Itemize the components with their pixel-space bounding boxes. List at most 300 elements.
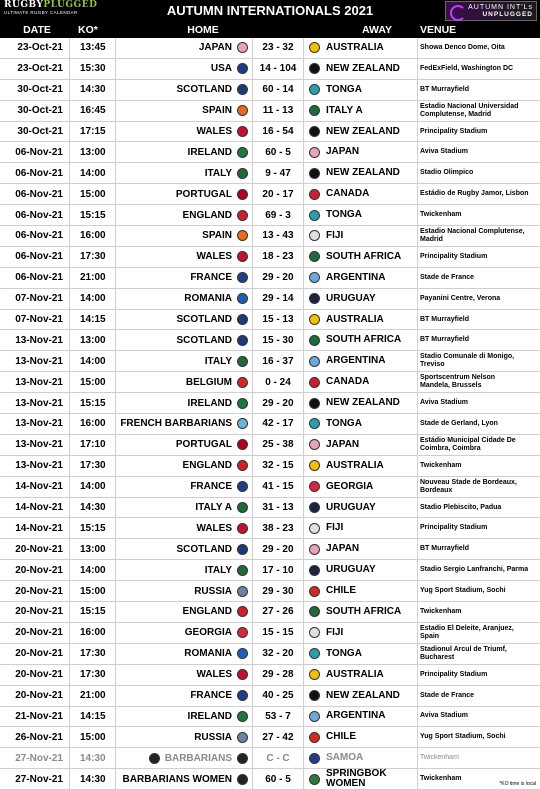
away-crest-icon (309, 105, 320, 116)
match-score: 20 - 17 (252, 184, 304, 204)
home-crest-icon (237, 502, 248, 513)
home-team-crest (233, 623, 251, 643)
away-team: GEORGIA (326, 477, 418, 497)
home-team (116, 372, 232, 392)
home-team (116, 393, 232, 413)
match-venue: Principality Stadium (420, 524, 488, 532)
match-kickoff: 16:00 (70, 414, 116, 434)
home-team-name: ITALY (204, 355, 232, 367)
away-team-crest (305, 727, 323, 747)
table-row (0, 247, 540, 268)
home-team (116, 205, 232, 225)
home-crest-icon (237, 586, 248, 597)
match-score: 38 - 23 (252, 518, 304, 538)
away-team: CANADA (326, 372, 418, 392)
match-kickoff: 14:30 (70, 769, 116, 789)
match-venue: Principality Stadium (420, 127, 488, 135)
away-crest-icon (309, 126, 320, 137)
home-team (116, 310, 232, 330)
away-team: CANADA (326, 184, 418, 204)
home-crest-icon (237, 398, 248, 409)
home-team-crest (233, 477, 251, 497)
away-crest-icon (309, 398, 320, 409)
away-crest-icon (309, 418, 320, 429)
home-crest-icon (237, 690, 248, 701)
away-team: AUSTRALIA (326, 665, 418, 685)
match-kickoff: 13:45 (70, 38, 116, 58)
away-team-crest (305, 38, 323, 58)
home-crest-icon (237, 210, 248, 221)
swirl-icon (450, 5, 466, 21)
match-score: 17 - 10 (252, 560, 304, 580)
away-team-crest (305, 477, 323, 497)
away-team-crest (305, 644, 323, 664)
match-kickoff: 15:15 (70, 205, 116, 225)
home-team (116, 727, 232, 747)
match-date: 06-Nov-21 (0, 184, 70, 204)
away-team-crest (305, 414, 323, 434)
away-team-crest (305, 560, 323, 580)
table-row (0, 748, 540, 769)
match-date: 23-Oct-21 (0, 59, 70, 79)
header-away: AWAY (362, 24, 392, 36)
home-team (116, 330, 232, 350)
home-crest-icon (237, 335, 248, 346)
match-score: 69 - 3 (252, 205, 304, 225)
logo-left-tagline: ULTIMATE RUGBY CALENDAR (4, 10, 78, 15)
home-crest-icon (237, 439, 248, 450)
home-team-name: ENGLAND (182, 460, 232, 472)
match-score: 29 - 30 (252, 581, 304, 601)
away-team: SOUTH AFRICA (326, 330, 418, 350)
away-team-crest (305, 665, 323, 685)
match-date: 13-Nov-21 (0, 414, 70, 434)
home-team-crest (233, 289, 251, 309)
match-kickoff: 17:15 (70, 122, 116, 142)
home-team-name: SPAIN (202, 230, 232, 242)
home-crest-icon (237, 63, 248, 74)
match-venue: Estadio Nacional Universidad Complutense, Madrid (420, 102, 519, 118)
match-date: 06-Nov-21 (0, 142, 70, 162)
home-team-name: ITALY (204, 167, 232, 179)
table-row (0, 80, 540, 101)
home-team-name: WALES (196, 126, 232, 137)
match-date: 20-Nov-21 (0, 623, 70, 643)
match-kickoff: 15:00 (70, 727, 116, 747)
match-kickoff: 15:15 (70, 518, 116, 538)
table-row (0, 665, 540, 686)
away-team-crest (305, 748, 323, 768)
match-date: 30-Oct-21 (0, 101, 70, 121)
home-team-name: PORTUGAL (175, 439, 232, 451)
table-row (0, 644, 540, 665)
home-team (116, 247, 232, 267)
away-team-crest (305, 289, 323, 309)
away-team: TONGA (326, 414, 418, 434)
table-row (0, 581, 540, 602)
table-row (0, 205, 540, 226)
home-team (116, 38, 232, 58)
away-crest-icon (309, 293, 320, 304)
home-team-crest (233, 686, 251, 706)
table-row (0, 122, 540, 143)
home-team (116, 268, 232, 288)
home-team (116, 748, 232, 768)
match-venue: BT Murrayfield (420, 85, 470, 93)
rugby-plugged-logo (4, 1, 100, 21)
match-score: 16 - 54 (252, 122, 304, 142)
match-score: 32 - 20 (252, 644, 304, 664)
away-team-crest (305, 539, 323, 559)
match-kickoff: 14:00 (70, 477, 116, 497)
home-team-name: BELGIUM (185, 376, 232, 388)
table-row (0, 623, 540, 644)
away-crest-icon (309, 502, 320, 513)
match-venue: Stade de France (420, 691, 475, 699)
match-venue: Twickenham (420, 754, 459, 762)
barbarians-crest-icon (149, 753, 160, 764)
home-team-name: GEORGIA (184, 627, 232, 639)
home-team (116, 101, 232, 121)
match-kickoff: 14:30 (70, 80, 116, 100)
home-team-crest (233, 59, 251, 79)
home-team-name: SCOTLAND (176, 314, 232, 326)
away-team: URUGUAY (326, 560, 418, 580)
home-team-name: FRANCE (190, 272, 232, 284)
home-team-name: FRANCE (190, 690, 232, 702)
match-kickoff: 14:30 (70, 498, 116, 518)
away-crest-icon (309, 168, 320, 179)
away-team: AUSTRALIA (326, 310, 418, 330)
away-team-crest (305, 163, 323, 183)
home-team-name: JAPAN (198, 42, 232, 54)
match-kickoff: 14:30 (70, 748, 116, 768)
match-score: 42 - 17 (252, 414, 304, 434)
table-row (0, 602, 540, 623)
home-team (116, 560, 232, 580)
match-venue: Principality Stadium (420, 670, 488, 678)
match-venue: Stadio Plebiscito, Padua (420, 503, 502, 511)
match-date: 20-Nov-21 (0, 581, 70, 601)
match-date: 14-Nov-21 (0, 518, 70, 538)
match-date: 06-Nov-21 (0, 163, 70, 183)
away-team-crest (305, 435, 323, 455)
match-score: 25 - 38 (252, 435, 304, 455)
away-team: TONGA (326, 644, 418, 664)
away-team: URUGUAY (326, 289, 418, 309)
home-team-name: SCOTLAND (176, 334, 232, 346)
match-score: 18 - 23 (252, 247, 304, 267)
match-venue: Sportscentrum Nelson Mandela, Brussels (420, 374, 496, 390)
away-team-crest (305, 393, 323, 413)
home-team (116, 142, 232, 162)
home-team-crest (233, 101, 251, 121)
match-score: 29 - 20 (252, 268, 304, 288)
match-kickoff: 16:45 (70, 101, 116, 121)
home-team-crest (233, 518, 251, 538)
match-score: 9 - 47 (252, 163, 304, 183)
away-crest-icon (309, 523, 320, 534)
away-crest-icon (309, 565, 320, 576)
away-crest-icon (309, 481, 320, 492)
match-venue: BT Murrayfield (420, 336, 470, 344)
away-team-crest (305, 351, 323, 371)
match-venue: BT Murrayfield (420, 315, 470, 323)
header-venue: VENUE (420, 24, 457, 36)
home-team-name: BARBARIANS WOMEN (122, 773, 232, 785)
table-row (0, 372, 540, 393)
away-team: NEW ZEALAND (326, 686, 418, 706)
match-score: 0 - 24 (252, 372, 304, 392)
home-team-name: FRANCE (190, 481, 232, 493)
away-crest-icon (309, 210, 320, 221)
match-kickoff: 14:15 (70, 707, 116, 727)
match-venue: Yug Sport Stadium, Sochi (420, 733, 506, 741)
home-team (116, 665, 232, 685)
away-team: SOUTH AFRICA (326, 602, 418, 622)
home-crest-icon (237, 648, 248, 659)
home-team-crest (233, 163, 251, 183)
match-date: 23-Oct-21 (0, 38, 70, 58)
page-title: AUTUMN INTERNATIONALS 2021 (166, 3, 374, 18)
table-row (0, 330, 540, 351)
home-team (116, 456, 232, 476)
match-kickoff: 15:00 (70, 372, 116, 392)
match-venue: Payanini Centre, Verona (420, 294, 501, 302)
match-date: 14-Nov-21 (0, 498, 70, 518)
away-team-crest (305, 330, 323, 350)
home-team-crest (233, 351, 251, 371)
match-venue: Twickenham (420, 461, 462, 469)
match-date: 20-Nov-21 (0, 539, 70, 559)
away-team: JAPAN (326, 142, 418, 162)
match-date: 13-Nov-21 (0, 372, 70, 392)
home-team-name: BARBARIANS (164, 752, 232, 764)
match-kickoff: 17:30 (70, 665, 116, 685)
home-team (116, 539, 232, 559)
match-venue: BT Murrayfield (420, 545, 470, 553)
away-team: NEW ZEALAND (326, 163, 418, 183)
away-team: ARGENTINA (326, 707, 418, 727)
match-date: 06-Nov-21 (0, 247, 70, 267)
table-row (0, 518, 540, 539)
home-crest-icon (237, 753, 248, 764)
home-team-crest (233, 310, 251, 330)
match-kickoff: 14:15 (70, 310, 116, 330)
home-crest-icon (237, 523, 248, 534)
match-date: 30-Oct-21 (0, 122, 70, 142)
match-date: 27-Nov-21 (0, 769, 70, 789)
home-crest-icon (237, 627, 248, 638)
away-team: CHILE (326, 581, 418, 601)
home-team (116, 602, 232, 622)
away-team-crest (305, 456, 323, 476)
away-crest-icon (309, 230, 320, 241)
match-score: 60 - 5 (252, 769, 304, 789)
match-score: 15 - 13 (252, 310, 304, 330)
home-team-name: ENGLAND (182, 209, 232, 221)
table-row (0, 163, 540, 184)
match-date: 21-Nov-21 (0, 707, 70, 727)
away-crest-icon (309, 42, 320, 53)
match-kickoff: 14:00 (70, 289, 116, 309)
away-team-crest (305, 268, 323, 288)
home-team-crest (233, 769, 251, 789)
home-team-crest (233, 539, 251, 559)
match-date: 13-Nov-21 (0, 393, 70, 413)
home-team-name: RUSSIA (194, 585, 232, 597)
away-crest-icon (309, 84, 320, 95)
away-crest-icon (309, 356, 320, 367)
table-row (0, 142, 540, 163)
home-team (116, 686, 232, 706)
home-team-crest (233, 226, 251, 246)
logo-right-line1: AUTUMN INT'Ls (468, 4, 533, 11)
home-team-crest (233, 581, 251, 601)
match-venue: Twickenham (420, 607, 462, 615)
away-crest-icon (309, 586, 320, 597)
match-kickoff: 17:30 (70, 247, 116, 267)
match-kickoff: 15:15 (70, 393, 116, 413)
match-score: 40 - 25 (252, 686, 304, 706)
away-crest-icon (309, 189, 320, 200)
match-venue: FedExField, Washington DC (420, 64, 514, 72)
home-crest-icon (237, 565, 248, 576)
match-date: 13-Nov-21 (0, 330, 70, 350)
table-row (0, 414, 540, 435)
match-score: C - C (252, 748, 304, 768)
match-score: 29 - 14 (252, 289, 304, 309)
home-team (116, 707, 232, 727)
home-team-crest (233, 435, 251, 455)
away-team: NEW ZEALAND (326, 59, 418, 79)
home-team (116, 59, 232, 79)
home-team-name: IRELAND (187, 397, 232, 409)
match-kickoff: 14:00 (70, 351, 116, 371)
away-team: TONGA (326, 205, 418, 225)
away-team-crest (305, 226, 323, 246)
home-team-crest (233, 456, 251, 476)
match-date: 20-Nov-21 (0, 644, 70, 664)
match-venue: Twickenham (420, 775, 462, 783)
header-date: DATE (23, 24, 51, 36)
away-team: CHILE (326, 727, 418, 747)
match-kickoff: 13:00 (70, 142, 116, 162)
home-team-crest (233, 330, 251, 350)
away-crest-icon (309, 774, 320, 785)
away-team: ARGENTINA (326, 268, 418, 288)
home-crest-icon (237, 356, 248, 367)
header-home: HOME (187, 24, 219, 36)
away-crest-icon (309, 711, 320, 722)
home-team (116, 644, 232, 664)
table-row (0, 769, 540, 790)
match-venue: Showa Denco Dome, Oita (420, 43, 505, 51)
home-crest-icon (237, 251, 248, 262)
home-crest-icon (237, 418, 248, 429)
away-team-crest (305, 498, 323, 518)
match-score: 15 - 30 (252, 330, 304, 350)
away-team-crest (305, 623, 323, 643)
home-team-crest (233, 560, 251, 580)
away-team-crest (305, 310, 323, 330)
table-row (0, 686, 540, 707)
match-kickoff: 14:00 (70, 560, 116, 580)
home-team-crest (233, 644, 251, 664)
match-date: 07-Nov-21 (0, 289, 70, 309)
match-venue: Stadio Olimpico (420, 169, 474, 177)
match-score: 31 - 13 (252, 498, 304, 518)
match-venue: Aviva Stadium (420, 399, 468, 407)
match-kickoff: 21:00 (70, 686, 116, 706)
match-kickoff: 13:00 (70, 330, 116, 350)
match-date: 20-Nov-21 (0, 665, 70, 685)
home-crest-icon (237, 732, 248, 743)
away-crest-icon (309, 460, 320, 471)
home-team-crest (233, 498, 251, 518)
away-crest-icon (309, 690, 320, 701)
match-kickoff: 17:10 (70, 435, 116, 455)
header-ko: KO* (78, 24, 98, 36)
table-row (0, 351, 540, 372)
away-team-crest (305, 247, 323, 267)
match-score: 23 - 32 (252, 38, 304, 58)
away-team-crest (305, 101, 323, 121)
logo-left-word-plugged: PLUGGED (43, 0, 98, 10)
away-crest-icon (309, 251, 320, 262)
match-kickoff: 15:00 (70, 581, 116, 601)
home-team-name: USA (210, 63, 232, 75)
match-score: 13 - 43 (252, 226, 304, 246)
match-score: 27 - 26 (252, 602, 304, 622)
away-team-crest (305, 205, 323, 225)
match-date: 06-Nov-21 (0, 226, 70, 246)
home-crest-icon (237, 544, 248, 555)
home-team (116, 163, 232, 183)
home-team-name: ITALY A (195, 502, 232, 514)
away-team-crest (305, 184, 323, 204)
away-team: SAMOA (326, 748, 418, 768)
match-date: 13-Nov-21 (0, 351, 70, 371)
match-score: 29 - 20 (252, 539, 304, 559)
match-score: 60 - 5 (252, 142, 304, 162)
home-team-crest (233, 268, 251, 288)
home-team (116, 289, 232, 309)
away-crest-icon (309, 544, 320, 555)
home-crest-icon (237, 126, 248, 137)
match-date: 27-Nov-21 (0, 748, 70, 768)
away-crest-icon (309, 669, 320, 680)
home-team (116, 435, 232, 455)
home-team (116, 184, 232, 204)
table-row (0, 393, 540, 414)
away-team-crest (305, 581, 323, 601)
match-date: 20-Nov-21 (0, 602, 70, 622)
home-team (116, 414, 232, 434)
table-row (0, 477, 540, 498)
match-date: 13-Nov-21 (0, 456, 70, 476)
table-row (0, 727, 540, 748)
match-venue: Estádio de Rugby Jamor, Lisbon (420, 190, 529, 198)
home-crest-icon (237, 105, 248, 116)
match-venue: Aviva Stadium (420, 712, 468, 720)
match-kickoff: 13:00 (70, 539, 116, 559)
home-crest-icon (237, 481, 248, 492)
match-score: 27 - 42 (252, 727, 304, 747)
match-venue: Twickenham (420, 211, 462, 219)
away-team: FIJI (326, 226, 418, 246)
home-team (116, 477, 232, 497)
